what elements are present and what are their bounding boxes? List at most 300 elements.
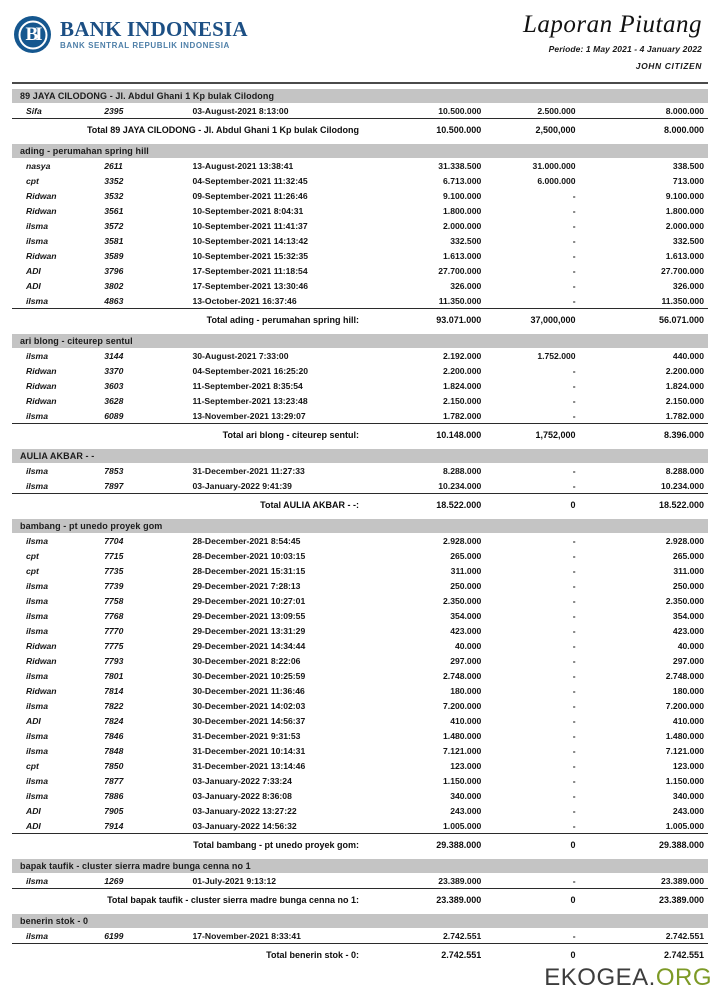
row-amount: 2.150.000 [443,395,482,406]
row-date: 03-January-2022 9:41:39 [192,480,292,491]
row-transaction-no: 3352 [104,175,124,186]
row-customer-name: ilsma [26,730,48,741]
row-transaction-no: 2395 [104,105,124,116]
row-paid: - [572,280,576,291]
table-row[interactable] [12,873,708,888]
bank-indonesia-seal-icon [14,16,51,53]
watermark [544,964,712,992]
row-balance: 2.350.000 [665,595,704,606]
row-date: 13-October-2021 16:37:46 [192,295,297,306]
row-paid: - [572,625,576,636]
page-title: Laporan Piutang [522,11,702,38]
row-paid: - [572,790,576,801]
row-customer-name: ilsma [26,625,48,636]
spacer-cell [12,907,708,914]
table-row[interactable] [12,608,708,623]
row-customer-name: Sifa [26,105,42,116]
group-spacer [12,512,708,519]
row-amount: 2.748.000 [443,670,482,681]
watermark-part-1: EKOGEA. [544,964,656,991]
row-paid: - [572,595,576,606]
row-amount: 265.000 [450,550,482,561]
row-balance: 1.824.000 [665,380,704,391]
group-spacer [12,137,708,144]
group-header-row[interactable] [12,334,708,348]
row-amount: 1.613.000 [443,250,482,261]
row-customer-name: ilsma [26,220,48,231]
row-customer-name: ilsma [26,465,48,476]
row-transaction-no: 3370 [104,365,124,376]
row-transaction-no: 3589 [104,250,124,261]
table-row[interactable] [12,348,708,363]
watermark-part-2: ORG [655,964,712,991]
row-amount: 311.000 [450,565,482,576]
row-amount: 243.000 [450,805,482,816]
row-transaction-no: 7897 [104,480,124,491]
row-paid: - [572,380,576,391]
row-paid: - [572,670,576,681]
row-transaction-no: 7758 [104,595,124,606]
row-paid: - [572,190,576,201]
table-row[interactable] [12,248,708,263]
group-title: benerin stok - 0 [12,914,708,928]
row-date: 31-December-2021 13:14:46 [192,760,306,771]
row-paid: - [572,465,576,476]
group-total-paid: 0 [570,839,576,850]
row-date: 03-August-2021 8:13:00 [192,105,289,116]
row-balance: 326.000 [672,280,704,291]
table-row[interactable] [12,463,708,478]
spacer-cell [12,327,708,334]
row-balance: 40.000 [677,640,704,651]
row-date: 29-December-2021 14:34:44 [192,640,306,651]
row-customer-name: cpt [26,550,39,561]
group-total-label: Total AULIA AKBAR - -: [260,499,359,510]
row-amount: 326.000 [450,280,482,291]
row-transaction-no: 6199 [104,930,124,941]
group-header-row[interactable] [12,89,708,103]
row-customer-name: ilsma [26,700,48,711]
table-row[interactable] [12,743,708,758]
row-balance: 27.700.000 [660,265,704,276]
row-paid: - [572,730,576,741]
row-customer-name: cpt [26,565,39,576]
table-row[interactable] [12,638,708,653]
row-paid: - [572,930,576,941]
row-transaction-no: 7735 [104,565,124,576]
group-title: 89 JAYA CILODONG - Jl. Abdul Ghani 1 Kp bulak Cilodong [12,89,708,103]
row-date: 31-December-2021 9:31:53 [192,730,301,741]
row-paid: - [572,685,576,696]
row-date: 03-January-2022 8:36:08 [192,790,292,801]
group-total-row [12,309,708,327]
group-title: bambang - pt unedo proyek gom [12,519,708,533]
row-date: 03-January-2022 14:56:32 [192,820,297,831]
group-title: ari blong - citeurep sentul [12,334,708,348]
row-date: 01-July-2021 9:13:12 [192,875,277,886]
row-paid: 1.752.000 [537,350,576,361]
row-balance: 311.000 [673,565,704,576]
row-balance: 410.000 [672,715,704,726]
table-row[interactable] [12,263,708,278]
row-amount: 31.338.500 [438,160,482,171]
group-total-amount: 10.148.000 [436,429,482,440]
row-balance: 338.500 [672,160,704,171]
row-date: 30-December-2021 14:56:37 [192,715,306,726]
row-balance: 2.742.551 [665,930,704,941]
row-customer-name: Ridwan [26,380,57,391]
row-transaction-no: 7704 [104,535,124,546]
row-amount: 2.200.000 [443,365,482,376]
row-customer-name: ADI [26,820,41,831]
row-balance: 2.928.000 [665,535,704,546]
table-row[interactable] [12,378,708,393]
row-customer-name: Ridwan [26,190,57,201]
row-customer-name: cpt [26,175,39,186]
row-paid: - [572,745,576,756]
row-paid: - [572,610,576,621]
group-total-label: Total ading - perumahan spring hill: [206,314,359,325]
row-balance: 1.782.000 [665,410,704,421]
table-row[interactable] [12,363,708,378]
row-date: 31-December-2021 11:27:33 [192,465,305,476]
row-transaction-no: 7775 [104,640,124,651]
row-amount: 123.000 [450,760,482,771]
group-spacer [12,442,708,449]
group-title: AULIA AKBAR - - [12,449,708,463]
row-date: 30-December-2021 8:22:06 [192,655,301,666]
report-user: JOHN CITIZEN [635,61,702,72]
brand-text-block [60,19,248,50]
row-balance: 423.000 [672,625,704,636]
group-header-row[interactable] [12,449,708,463]
row-amount: 180.000 [450,685,482,696]
row-transaction-no: 7877 [104,775,124,786]
group-total-row [12,119,708,137]
row-date: 13-August-2021 13:38:41 [192,160,294,171]
table-row[interactable] [12,928,708,943]
row-transaction-no: 3532 [104,190,124,201]
row-paid: - [572,875,576,886]
row-balance: 1.005.000 [665,820,704,831]
brand-name: BANK INDONESIA [60,17,248,41]
receivables-table [12,89,708,962]
table-row[interactable] [12,803,708,818]
row-customer-name: ilsma [26,875,48,886]
group-header-row[interactable] [12,519,708,533]
row-customer-name: Ridwan [26,365,57,376]
group-total-amount: 93.071.000 [436,314,482,325]
row-paid: - [572,805,576,816]
row-date: 03-January-2022 13:27:22 [192,805,297,816]
table-row[interactable] [12,278,708,293]
report-body [0,84,720,962]
row-amount: 2.192.000 [443,350,482,361]
table-row[interactable] [12,533,708,548]
row-amount: 1.800.000 [443,205,482,216]
table-row[interactable] [12,173,708,188]
row-transaction-no: 7715 [104,550,124,561]
spacer-cell [12,852,708,859]
row-customer-name: ilsma [26,235,48,246]
row-customer-name: ilsma [26,670,48,681]
row-customer-name: ilsma [26,930,48,941]
group-total-amount: 2.742.551 [441,949,482,960]
row-amount: 423.000 [450,625,482,636]
group-spacer [12,907,708,914]
row-transaction-no: 3144 [104,350,124,361]
group-total-balance: 18.522.000 [658,499,704,510]
row-paid: - [572,295,576,306]
row-date: 29-December-2021 7:28:13 [192,580,301,591]
row-balance: 243.000 [672,805,704,816]
row-paid: - [572,220,576,231]
row-paid: - [572,565,576,576]
row-paid: - [572,580,576,591]
row-amount: 9.100.000 [443,190,482,201]
group-total-balance: 8.396.000 [663,429,704,440]
group-total-balance: 2.742.551 [663,949,704,960]
row-customer-name: ilsma [26,350,48,361]
row-paid: - [572,700,576,711]
row-amount: 1.005.000 [443,820,482,831]
group-total-paid: 0 [570,949,576,960]
group-total-row [12,424,708,442]
row-amount: 27.700.000 [438,265,482,276]
table-row[interactable] [12,818,708,833]
row-paid: - [572,550,576,561]
table-row[interactable] [12,548,708,563]
table-row[interactable] [12,233,708,248]
row-customer-name: ilsma [26,535,48,546]
table-row[interactable] [12,728,708,743]
row-date: 30-December-2021 14:02:03 [192,700,306,711]
row-amount: 10.234.000 [438,480,482,491]
table-row[interactable] [12,218,708,233]
report-period: Periode: 1 May 2021 - 4 January 2022 [548,44,702,55]
row-paid: - [572,760,576,771]
row-date: 11-September-2021 8:35:54 [192,380,303,391]
spacer-cell [12,512,708,519]
row-amount: 7.121.000 [443,745,482,756]
row-paid: - [572,410,576,421]
group-spacer [12,327,708,334]
table-row[interactable] [12,653,708,668]
row-transaction-no: 7793 [104,655,124,666]
table-row[interactable] [12,773,708,788]
row-date: 29-December-2021 13:09:55 [192,610,306,621]
row-balance: 1.613.000 [665,250,704,261]
row-transaction-no: 7914 [104,820,124,831]
row-paid: - [572,480,576,491]
row-balance: 1.800.000 [665,205,704,216]
row-customer-name: Ridwan [26,395,57,406]
row-balance: 1.480.000 [665,730,704,741]
row-amount: 1.480.000 [443,730,482,741]
row-paid: 2.500.000 [537,105,576,116]
group-title: bapak taufik - cluster sierra madre bunga cenna no 1 [12,859,708,873]
table-row[interactable] [12,393,708,408]
group-total-paid: 0 [570,894,576,905]
row-transaction-no: 1269 [104,875,124,886]
table-row[interactable] [12,103,708,118]
row-paid: - [572,205,576,216]
row-balance: 7.200.000 [665,700,704,711]
group-header-row[interactable] [12,859,708,873]
row-transaction-no: 3802 [104,280,124,291]
group-total-amount: 23.389.000 [436,894,482,905]
table-row[interactable] [12,698,708,713]
row-amount: 1.150.000 [443,775,482,786]
row-customer-name: ADI [26,265,41,276]
row-balance: 340.000 [672,790,704,801]
row-customer-name: Ridwan [26,685,57,696]
row-transaction-no: 7770 [104,625,124,636]
row-customer-name: ilsma [26,610,48,621]
group-total-paid: 37,000,000 [530,314,576,325]
row-date: 10-September-2021 15:32:35 [192,250,309,261]
report-header [0,0,720,78]
row-paid: - [572,235,576,246]
row-date: 17-November-2021 8:33:41 [192,930,301,941]
group-total-amount: 10.500.000 [436,124,482,135]
table-row[interactable] [12,668,708,683]
row-transaction-no: 7853 [104,465,124,476]
row-transaction-no: 3581 [104,235,124,246]
row-transaction-no: 2611 [104,160,123,171]
row-date: 30-August-2021 7:33:00 [192,350,289,361]
row-balance: 8.288.000 [665,465,704,476]
row-date: 31-December-2021 10:14:31 [192,745,306,756]
row-balance: 23.389.000 [660,875,704,886]
table-row[interactable] [12,408,708,423]
row-paid: - [572,655,576,666]
row-customer-name: ADI [26,715,41,726]
row-paid: - [572,265,576,276]
table-row[interactable] [12,758,708,773]
row-date: 30-December-2021 11:36:46 [192,685,305,696]
row-date: 10-September-2021 8:04:31 [192,205,304,216]
group-total-label: Total benerin stok - 0: [266,949,359,960]
row-transaction-no: 7824 [104,715,124,726]
row-balance: 2.150.000 [665,395,704,406]
table-row[interactable] [12,713,708,728]
row-customer-name: nasya [26,160,51,171]
row-paid: - [572,775,576,786]
row-transaction-no: 4863 [104,295,124,306]
group-total-paid: 0 [570,499,576,510]
row-paid: - [572,365,576,376]
row-balance: 354.000 [672,610,704,621]
row-transaction-no: 6089 [104,410,124,421]
row-balance: 11.350.000 [661,295,704,306]
row-amount: 11.350.000 [438,295,482,306]
group-total-amount: 29.388.000 [436,839,482,850]
row-customer-name: ilsma [26,790,48,801]
row-date: 28-December-2021 10:03:15 [192,550,306,561]
table-row[interactable] [12,623,708,638]
row-transaction-no: 7850 [104,760,124,771]
row-amount: 7.200.000 [443,700,482,711]
row-amount: 340.000 [450,790,482,801]
group-total-row [12,889,708,907]
table-row[interactable] [12,203,708,218]
row-customer-name: ilsma [26,295,48,306]
row-date: 29-December-2021 10:27:01 [192,595,306,606]
row-balance: 2.000.000 [665,220,704,231]
table-row[interactable] [12,788,708,803]
row-balance: 1.150.000 [665,775,704,786]
table-row[interactable] [12,593,708,608]
row-balance: 9.100.000 [665,190,704,201]
group-header-row[interactable] [12,914,708,928]
table-row[interactable] [12,563,708,578]
group-total-paid: 1,752,000 [535,429,576,440]
table-row[interactable] [12,293,708,308]
row-amount: 250.000 [450,580,482,591]
row-date: 10-September-2021 11:41:37 [192,220,308,231]
group-total-amount: 18.522.000 [436,499,482,510]
row-date: 04-September-2021 11:32:45 [192,175,308,186]
row-amount: 8.288.000 [443,465,482,476]
table-row[interactable] [12,158,708,173]
group-header-row[interactable] [12,144,708,158]
group-total-row [12,834,708,852]
row-date: 17-September-2021 13:30:46 [192,280,309,291]
spacer-cell [12,442,708,449]
row-transaction-no: 7822 [104,700,124,711]
row-balance: 180.000 [672,685,704,696]
table-row[interactable] [12,188,708,203]
row-transaction-no: 7814 [104,685,124,696]
row-paid: - [572,395,576,406]
row-paid: - [572,820,576,831]
report-title-block [523,12,706,71]
row-balance: 2.748.000 [665,670,704,681]
table-row[interactable] [12,478,708,493]
row-customer-name: ADI [26,280,41,291]
row-transaction-no: 3572 [104,220,124,231]
row-date: 30-December-2021 10:25:59 [192,670,306,681]
row-amount: 23.389.000 [438,875,482,886]
table-row[interactable] [12,683,708,698]
row-transaction-no: 7846 [104,730,124,741]
receivables-table-body [12,89,708,962]
row-transaction-no: 3603 [104,380,124,391]
seal-initials: BI [25,23,40,45]
row-date: 28-December-2021 15:31:15 [192,565,306,576]
row-balance: 8.000.000 [665,105,704,116]
row-amount: 6.713.000 [443,175,482,186]
row-amount: 410.000 [450,715,482,726]
row-balance: 332.500 [672,235,704,246]
row-transaction-no: 7905 [104,805,124,816]
row-date: 09-September-2021 11:26:46 [192,190,308,201]
row-date: 11-September-2021 13:23:48 [192,395,308,406]
bank-indonesia-logo [14,12,248,53]
group-total-label: Total bambang - pt unedo proyek gom: [193,839,359,850]
row-balance: 10.234.000 [660,480,704,491]
row-transaction-no: 7886 [104,790,124,801]
group-total-balance: 23.389.000 [658,894,704,905]
row-transaction-no: 3561 [104,205,124,216]
row-paid: - [572,640,576,651]
row-date: 03-January-2022 7:33:24 [192,775,292,786]
row-amount: 1.782.000 [443,410,482,421]
table-row[interactable] [12,578,708,593]
row-customer-name: cpt [26,760,39,771]
row-paid: - [572,535,576,546]
